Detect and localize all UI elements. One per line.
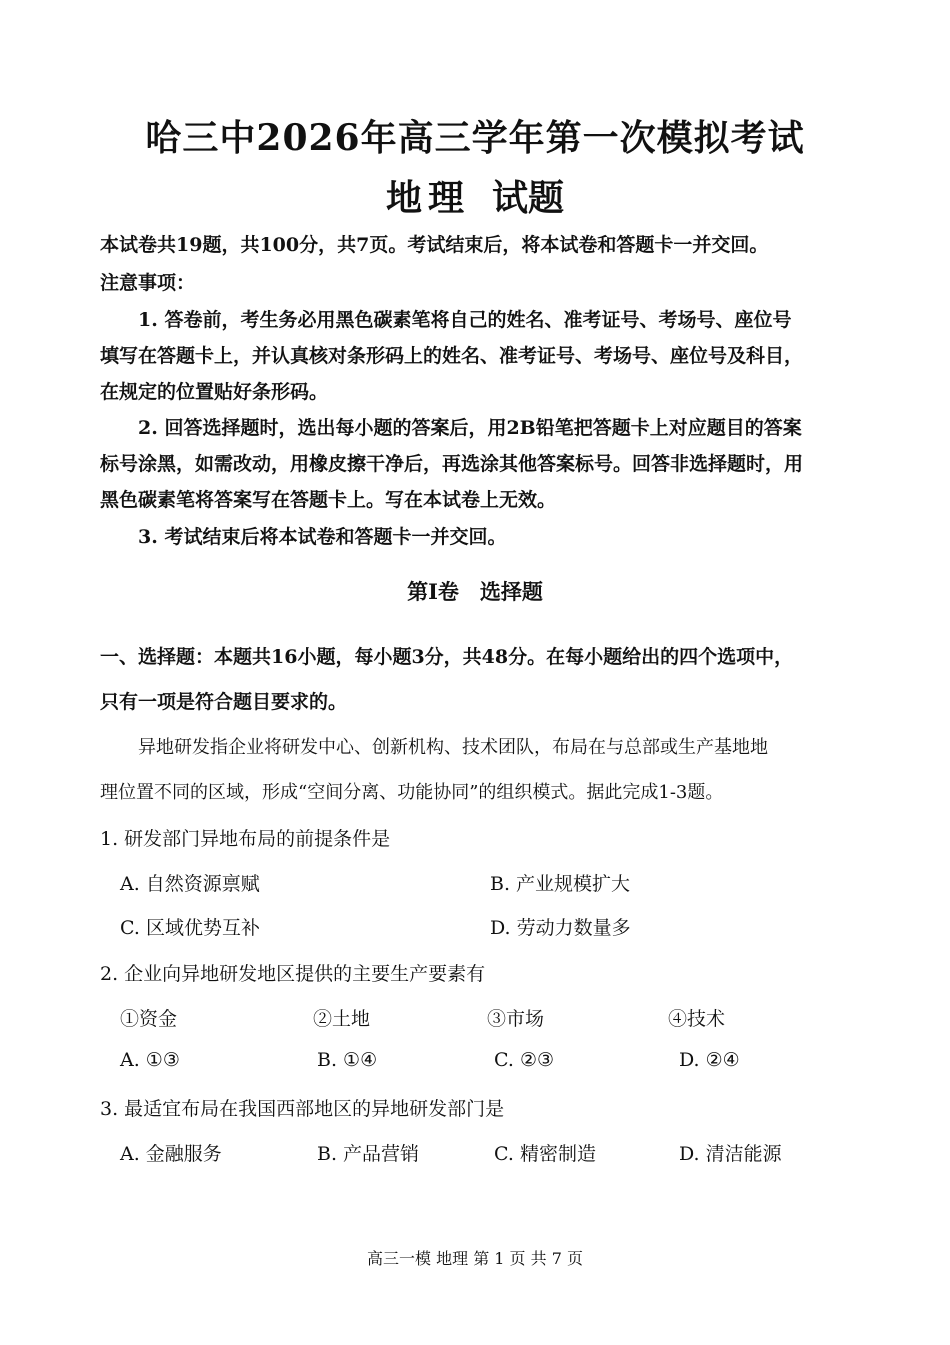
question-3-option-d: D. 清洁能源	[679, 1143, 782, 1165]
notice-1-line-2: 填写在答题卡上，并认真核对条形码上的姓名、准考证号、考场号、座位号及科目，	[100, 345, 804, 367]
question-3-option-c: C. 精密制造	[494, 1143, 596, 1165]
exam-summary: 本试卷共19题，共100分，共7页。考试结束后，将本试卷和答题卡一并交回。	[100, 234, 769, 256]
notice-1-line-1: 1. 答卷前，考生务必用黑色碳素笔将自己的姓名、准考证号、考场号、座位号	[138, 309, 792, 331]
notice-heading: 注意事项：	[100, 272, 196, 294]
question-1-option-b: B. 产业规模扩大	[490, 873, 631, 895]
exam-title: 哈三中2026年高三学年第一次模拟考试	[145, 117, 805, 159]
question-1-option-d: D. 劳动力数量多	[490, 917, 631, 939]
question-1-option-a: A. 自然资源禀赋	[120, 873, 260, 895]
question-1-stem: 1. 研发部门异地布局的前提条件是	[100, 828, 391, 850]
notice-3: 3. 考试结束后将本试卷和答题卡一并交回。	[138, 526, 507, 548]
notice-2-line-3: 黑色碳素笔将答案写在答题卡上。写在本试卷上无效。	[100, 489, 557, 511]
part-one-instruction-line-1: 一、选择题：本题共16小题，每小题3分，共48分。在每小题给出的四个选项中，	[100, 646, 794, 668]
question-2-option-d: D. ②④	[679, 1049, 740, 1071]
notice-1-line-3: 在规定的位置贴好条形码。	[100, 381, 329, 403]
question-3-option-a: A. 金融服务	[120, 1143, 222, 1165]
page-footer: 高三一模 地理 第 1 页 共 7 页	[367, 1249, 583, 1268]
passage-line-2: 理位置不同的区域，形成“空间分离、功能协同”的组织模式。据此完成1-3题。	[100, 782, 724, 803]
question-2-item-4: ④技术	[668, 1008, 726, 1030]
part-one-instruction-line-2: 只有一项是符合题目要求的。	[100, 691, 348, 713]
passage-line-1: 异地研发指企业将研发中心、创新机构、技术团队，布局在与总部或生产基地地	[138, 737, 768, 758]
paper-label: 试题	[492, 177, 565, 219]
question-2-option-a: A. ①③	[120, 1049, 180, 1071]
question-2-item-3: ③市场	[487, 1008, 545, 1030]
question-2-option-b: B. ①④	[317, 1049, 378, 1071]
question-1-option-c: C. 区域优势互补	[120, 917, 260, 939]
question-2-stem: 2. 企业向异地研发地区提供的主要生产要素有	[100, 963, 486, 985]
question-3-stem: 3. 最适宜布局在我国西部地区的异地研发部门是	[100, 1098, 505, 1120]
notice-2-line-2: 标号涂黑，如需改动，用橡皮擦干净后，再选涂其他答案标号。回答非选择题时，用	[100, 453, 804, 475]
question-2-item-1: ①资金	[120, 1008, 178, 1030]
notice-2-line-1: 2. 回答选择题时，选出每小题的答案后，用2B铅笔把答题卡上对应题目的答案	[138, 417, 802, 439]
question-3-option-b: B. 产品营销	[317, 1143, 420, 1165]
exam-subtitle	[0, 170, 950, 221]
question-2-item-2: ②土地	[313, 1008, 371, 1030]
question-2-option-c: C. ②③	[494, 1049, 555, 1071]
section-title: 第Ⅰ卷 选择题	[407, 579, 543, 604]
subject-name: 地理	[385, 177, 470, 219]
